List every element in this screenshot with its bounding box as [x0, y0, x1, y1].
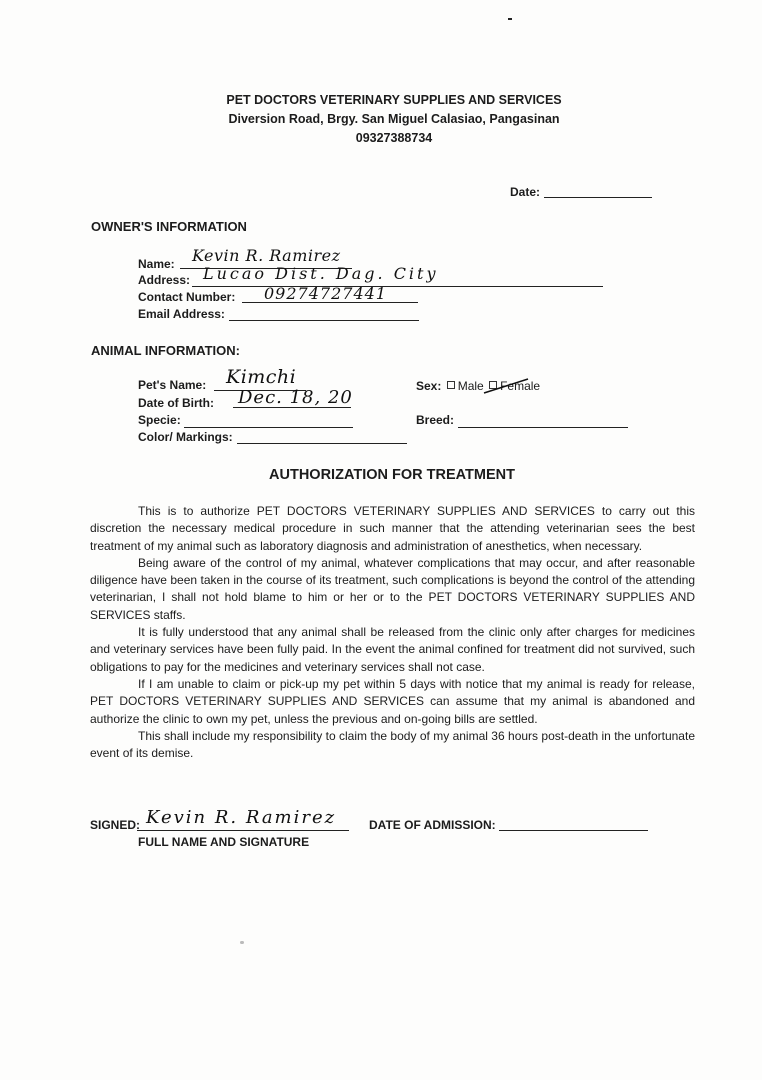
sex-male-label: Male — [457, 379, 484, 393]
owner-name-label: Name: — [138, 257, 175, 271]
color-markings-label: Color/ Markings: — [138, 430, 233, 444]
paragraph: It is fully understood that any animal shall be released from the clinic only after charges for medicines and veterinary services have been fully paid. In the event the animal confined for treatment did not survived, such obligations to pay for the medicines and veterinary services shall not case. — [90, 625, 695, 674]
date-line[interactable] — [544, 197, 652, 198]
authorization-title: AUTHORIZATION FOR TREATMENT — [269, 467, 515, 483]
specie-label: Specie: — [138, 413, 181, 427]
owner-section-title: OWNER'S INFORMATION — [91, 219, 247, 234]
male-checkbox[interactable] — [447, 381, 455, 389]
owner-name-value: Kevin R. Ramirez — [192, 246, 341, 265]
email-address-line[interactable] — [229, 320, 419, 321]
contact-number-value: 09274727441 — [264, 284, 387, 303]
scan-mark — [240, 941, 244, 944]
breed-line[interactable] — [458, 427, 628, 428]
pet-name-label: Pet's Name: — [138, 378, 207, 392]
clinic-name: PET DOCTORS VETERINARY SUPPLIES AND SERVICES — [226, 93, 562, 107]
sex-female-label: Female — [500, 379, 541, 393]
paragraph: This is to authorize PET DOCTORS VETERINARY SUPPLIES AND SERVICES to carry out this discretion the necessary medical procedure in such manner that the attending veterinarian sees the best treatment of my animal such as laboratory diagnosis and administration of anesthetics, when necessary. — [90, 504, 695, 553]
date-of-admission-line[interactable] — [499, 830, 648, 831]
paragraph: This shall include my responsibility to claim the body of my animal 36 hours post-death in the unfortunate event of its demise. — [90, 728, 695, 761]
date-of-birth-value: Dec. 18, 20 — [238, 387, 353, 408]
owner-address-line[interactable] — [192, 286, 603, 287]
clinic-phone: 09327388734 — [355, 131, 433, 145]
color-markings-line[interactable] — [237, 443, 407, 444]
pet-name-value: Kimchi — [226, 366, 297, 388]
paragraph: If I am unable to claim or pick-up my pet within 5 days with notice that my animal is ready for release, PET DOCTORS VETERINARY SUPPLIES AND SERVICES can assume that my animal is abandoned and authorize the clinic to own my pet, unless the previous and on-going bills are settled. — [90, 676, 695, 726]
breed-label: Breed: — [416, 413, 455, 427]
email-address-label: Email Address: — [138, 307, 225, 321]
clinic-address: Diversion Road, Brgy. San Miguel Calasiao, Pangasinan — [228, 112, 560, 126]
signature-line[interactable] — [137, 830, 349, 831]
scan-mark — [508, 18, 512, 20]
signature-value: Kevin R. Ramirez — [146, 807, 337, 828]
owner-address-label: Address: — [138, 273, 191, 287]
authorization-body — [90, 503, 695, 762]
paragraph: Being aware of the control of my animal, whatever complications that may occur, and after reasonable diligence have been taken in the course of its treatment, such complications is beyond the control of the attending veterinarian, I shall not hold blame to him or her or to the PET DOCTORS VETERINARY SUPPLIES AND SERVICES staffs. — [90, 555, 695, 622]
specie-line[interactable] — [184, 427, 353, 428]
sex-label: Sex: — [416, 379, 442, 393]
contact-number-label: Contact Number: — [138, 290, 236, 304]
date-label: Date: — [510, 185, 541, 199]
female-check-mark — [482, 376, 532, 396]
owner-address-value: Lucao Dist. Dag. City — [203, 264, 439, 283]
animal-section-title: ANIMAL INFORMATION: — [91, 343, 240, 358]
signed-label: SIGNED: — [90, 818, 141, 832]
signature-caption: FULL NAME AND SIGNATURE — [138, 835, 310, 849]
date-of-birth-label: Date of Birth: — [138, 396, 214, 410]
date-of-admission-label: DATE OF ADMISSION: — [369, 818, 496, 832]
